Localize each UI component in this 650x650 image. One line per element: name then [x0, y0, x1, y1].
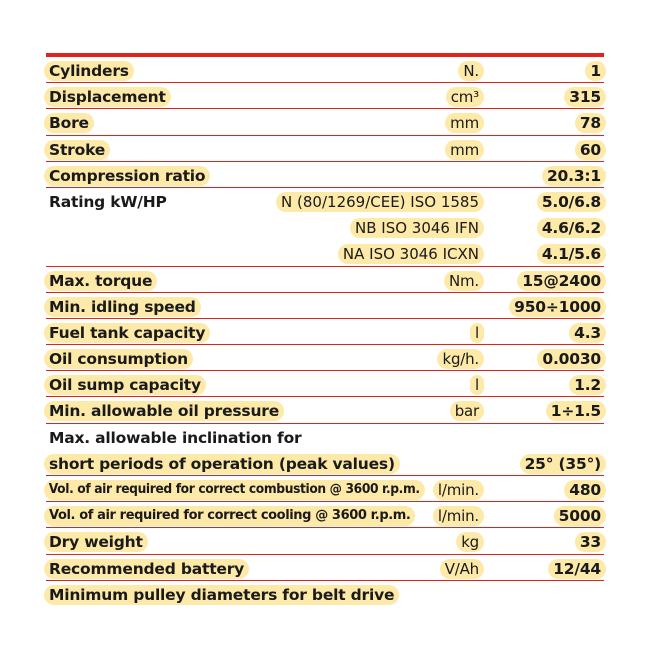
value-label: 950÷1000	[509, 297, 606, 317]
param-label: Dry weight	[44, 532, 148, 552]
engine-spec-table	[46, 53, 604, 607]
unit-label: l	[470, 375, 484, 395]
value-label: 33	[575, 532, 606, 552]
table-row	[46, 240, 604, 266]
value-label: 1	[585, 61, 606, 81]
table-row	[46, 528, 604, 554]
value-label: 12/44	[548, 559, 606, 579]
table-row	[46, 581, 604, 607]
table-row	[46, 371, 604, 397]
unit-label: l/min.	[433, 506, 484, 526]
unit-label: cm³	[446, 87, 484, 107]
unit-label: Nm.	[444, 271, 484, 291]
param-label: Max. torque	[44, 271, 157, 291]
param-label: Minimum pulley diameters for belt drive	[44, 585, 399, 605]
table-row	[46, 502, 604, 528]
param-label: Min. idling speed	[44, 297, 201, 317]
unit-label: mm	[445, 113, 484, 133]
param-label: Compression ratio	[44, 166, 210, 186]
value-label: 78	[575, 113, 606, 133]
unit-label: kg/h.	[437, 349, 484, 369]
param-label: Fuel tank capacity	[44, 323, 210, 343]
unit-label: bar	[450, 401, 484, 421]
unit-label: kg	[456, 532, 484, 552]
table-row	[46, 397, 604, 423]
value-label: 4.1/5.6	[537, 244, 606, 264]
table-row	[46, 450, 604, 476]
param-label: Rating kW/HP	[49, 192, 167, 211]
unit-label: l	[470, 323, 484, 343]
value-label: 5.0/6.8	[537, 192, 606, 212]
unit-label: mm	[445, 140, 484, 160]
param-label: Stroke	[44, 140, 110, 160]
unit-label: l/min.	[433, 480, 484, 500]
table-row	[46, 345, 604, 371]
param-label: Vol. of air required for correct combustion @ 3600 r.p.m.	[44, 480, 424, 500]
value-label: 20.3:1	[542, 166, 606, 186]
value-label: 1÷1.5	[546, 401, 606, 421]
unit-label: V/Ah	[440, 559, 484, 579]
value-label: 25° (35°)	[520, 454, 606, 474]
table-row	[46, 319, 604, 345]
table-row	[46, 162, 604, 188]
value-label: 480	[564, 480, 606, 500]
param-label: Displacement	[44, 87, 171, 107]
table-row	[46, 188, 604, 214]
table-row	[46, 476, 604, 502]
unit-label: N.	[458, 61, 484, 81]
standard-label: N (80/1269/CEE) ISO 1585	[276, 192, 484, 212]
value-label: 0.0030	[537, 349, 606, 369]
value-label: 1.2	[569, 375, 606, 395]
value-label: 15@2400	[517, 271, 606, 291]
table-row	[46, 267, 604, 293]
table-row	[46, 555, 604, 581]
param-label: Vol. of air required for correct cooling @ 3600 r.p.m.	[44, 506, 415, 526]
param-label: Max. allowable inclination for	[49, 428, 302, 447]
value-label: 60	[575, 140, 606, 160]
param-label: Min. allowable oil pressure	[44, 401, 284, 421]
table-row	[46, 136, 604, 162]
param-label: short periods of operation (peak values)	[44, 454, 400, 474]
table-row	[46, 293, 604, 319]
standard-label: NA ISO 3046 ICXN	[338, 244, 484, 264]
value-label: 4.3	[569, 323, 606, 343]
value-label: 4.6/6.2	[537, 218, 606, 238]
param-label: Cylinders	[44, 61, 134, 81]
table-row	[46, 83, 604, 109]
table-row	[46, 109, 604, 135]
param-label: Recommended battery	[44, 559, 249, 579]
param-label: Oil sump capacity	[44, 375, 206, 395]
value-label: 5000	[554, 506, 606, 526]
param-label: Oil consumption	[44, 349, 193, 369]
table-row	[46, 57, 604, 83]
value-label: 315	[564, 87, 606, 107]
param-label: Bore	[44, 113, 94, 133]
standard-label: NB ISO 3046 IFN	[350, 218, 484, 238]
table-row	[46, 424, 604, 450]
table-row	[46, 214, 604, 240]
